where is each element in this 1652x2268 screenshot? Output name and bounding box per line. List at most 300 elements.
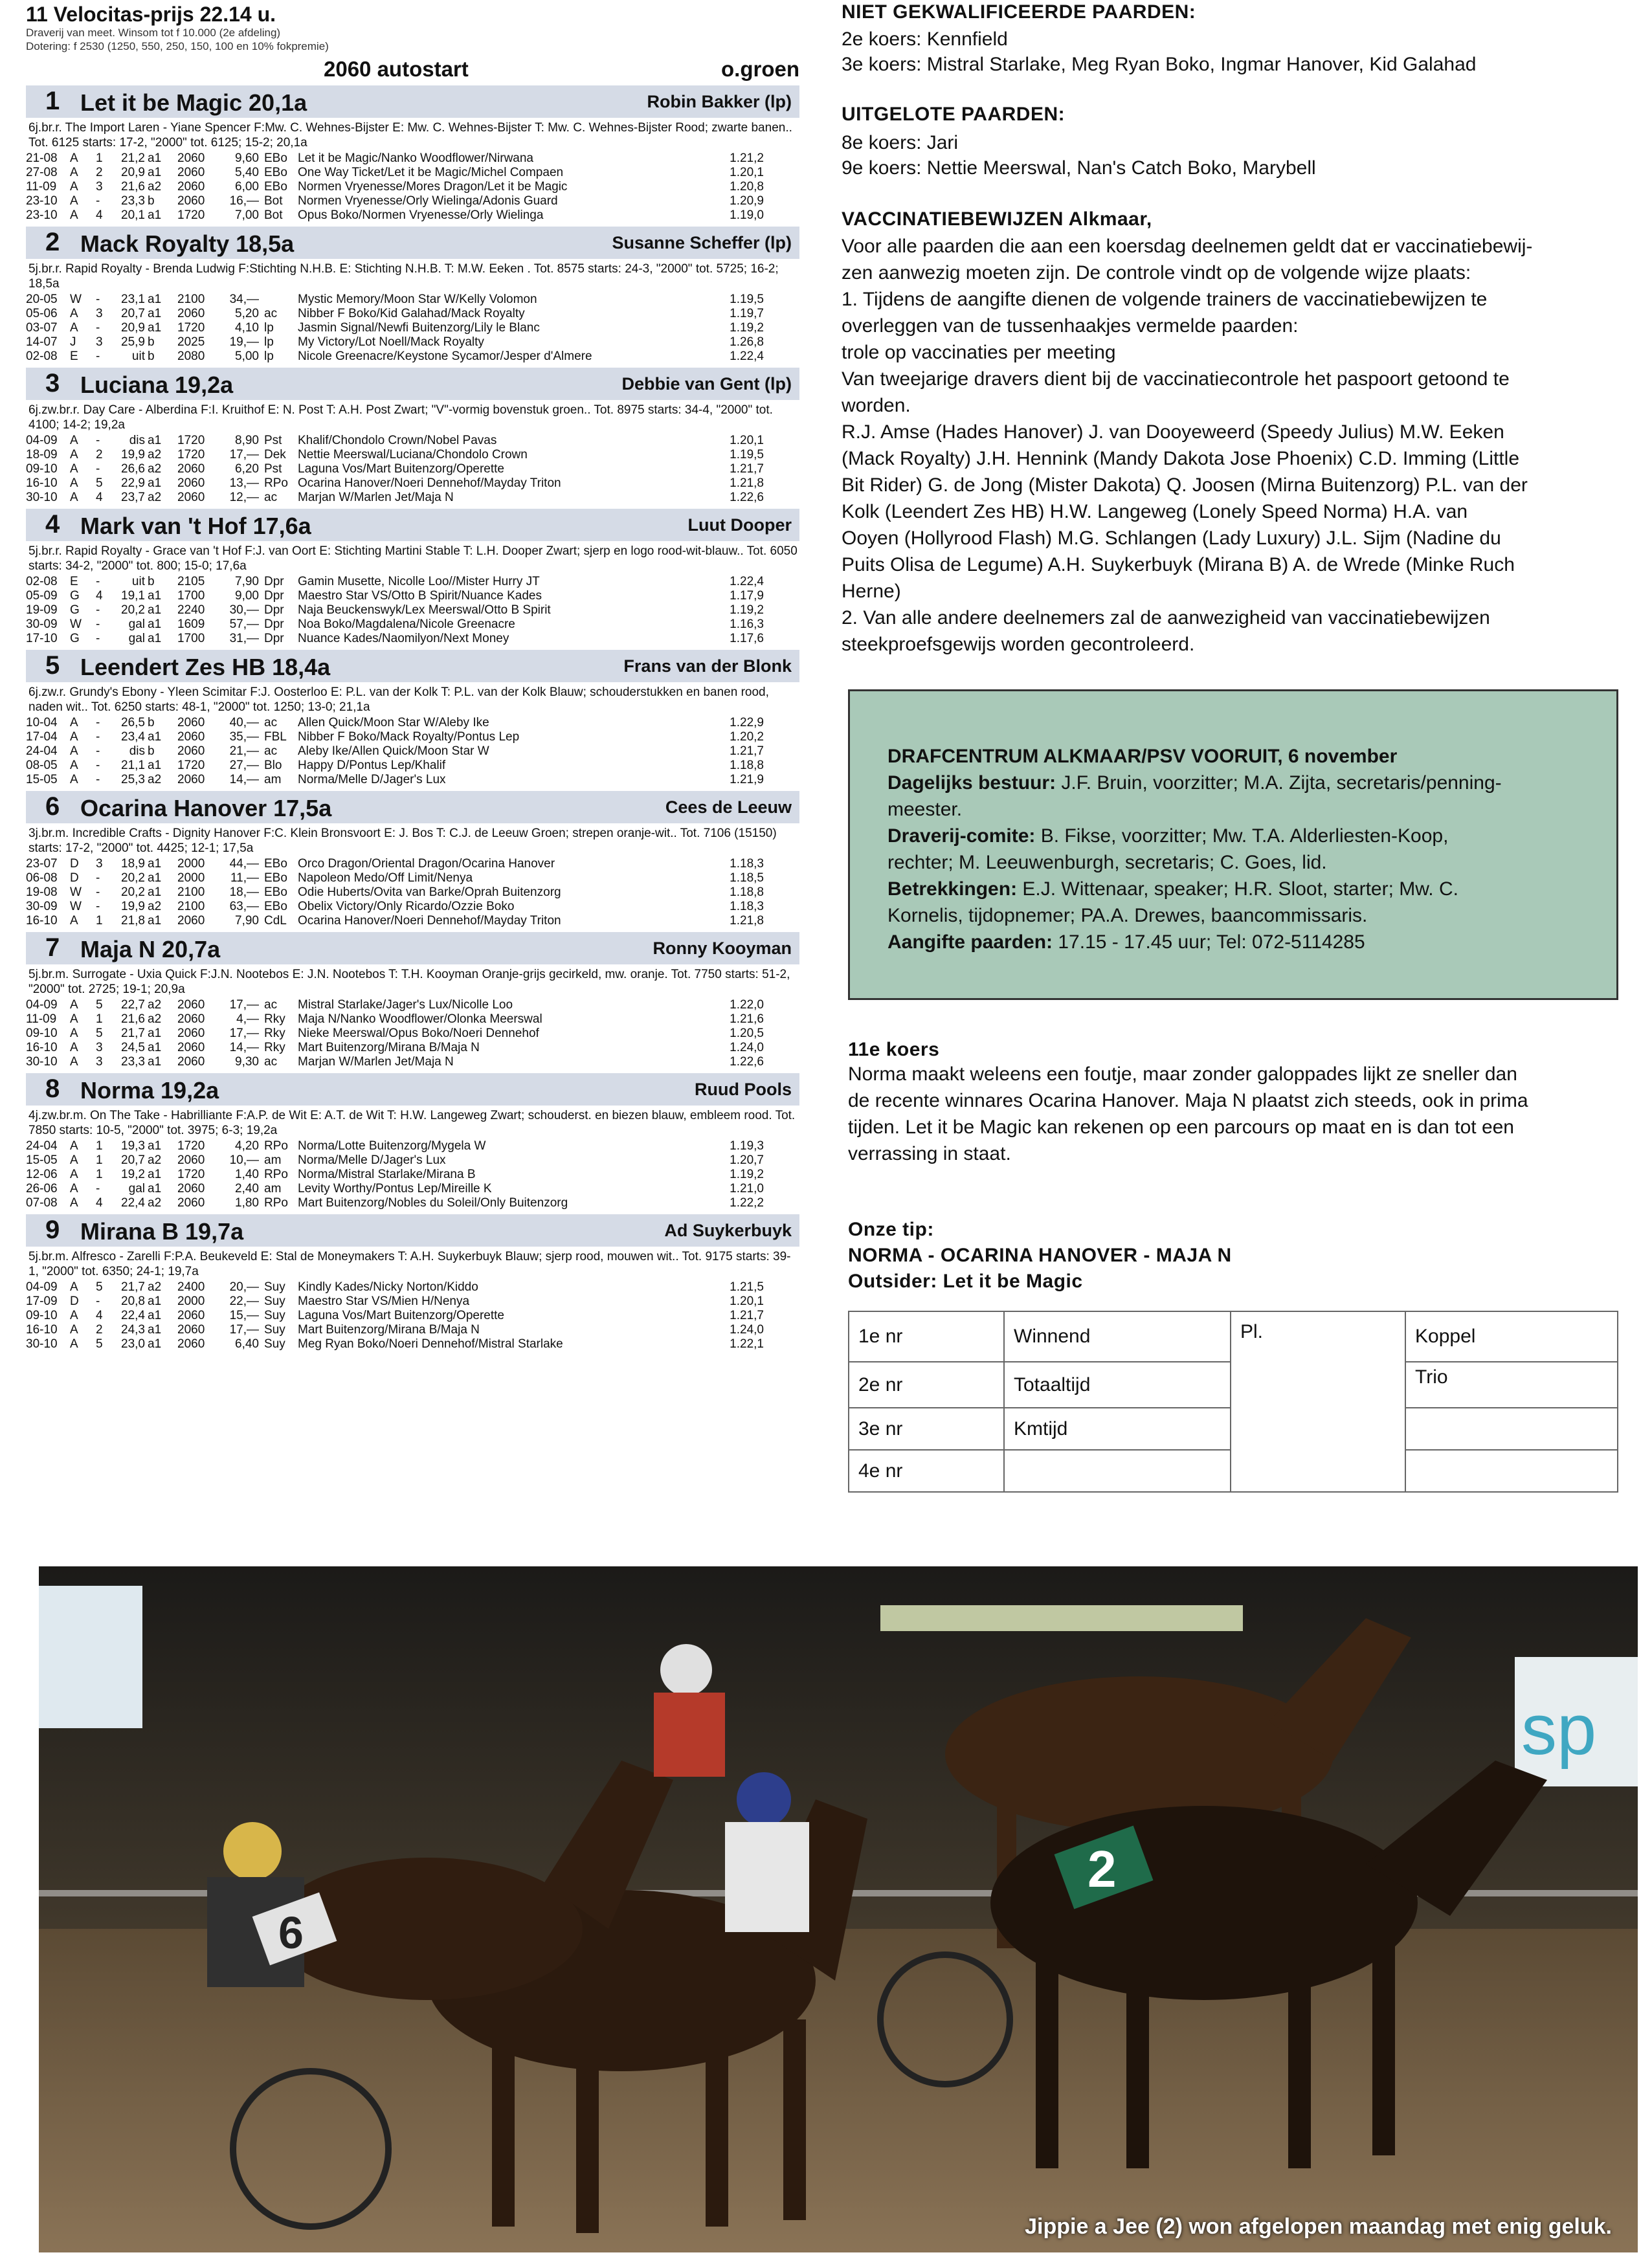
result-cell: -	[96, 434, 100, 447]
result-cell: E	[70, 350, 78, 363]
result-row	[26, 998, 764, 1012]
result-cell: 2060	[177, 166, 205, 179]
result-cell: Normen Vryenesse/Mores Dragon/Let it be Magic	[298, 180, 568, 194]
result-cell: A	[70, 1196, 78, 1210]
vacc-line: (Mack Royalty) J.H. Hennink (Mandy Dakota Jose Phoenix) C.D. Imming (Little	[842, 448, 1520, 469]
result-cell: 1.18,3	[730, 900, 764, 913]
result-cell: A	[70, 151, 78, 165]
result-cell: -	[96, 462, 100, 476]
result-cell: am	[264, 773, 282, 786]
result-cell: Let it be Magic/Nanko Woodflower/Nirwana	[298, 151, 533, 165]
result-cell: 1700	[177, 589, 205, 603]
horse-driver: Ruud Pools	[695, 1080, 792, 1099]
koppel-cell[interactable]: Koppel	[1405, 1311, 1618, 1362]
result-cell: 25,3	[121, 773, 145, 786]
result-cell: a1	[148, 871, 162, 885]
result-cell: A	[70, 1309, 78, 1322]
result-cell: RPo	[264, 1168, 288, 1181]
photo-caption: Jippie a Jee (2) won afgelopen maandag met enig geluk.	[1025, 2214, 1612, 2239]
result-cell: 13,—	[229, 476, 259, 490]
result-cell: a1	[148, 1295, 162, 1308]
result-cell: A	[70, 716, 78, 729]
result-cell: 1.18,8	[730, 885, 764, 899]
result-cell: 1	[96, 1012, 103, 1026]
result-cell: Meg Ryan Boko/Noeri Dennehof/Mistral Starlake	[298, 1337, 563, 1351]
result-cell: 2060	[177, 1337, 205, 1351]
pl-blank	[1231, 1362, 1405, 1408]
totaaltijd-cell[interactable]: Totaaltijd	[1004, 1362, 1231, 1408]
result-cell: 1.21,6	[730, 1012, 764, 1026]
horse-results	[26, 716, 764, 787]
horse-header	[26, 932, 799, 964]
result-cell: Laguna Vos/Mart Buitenzorg/Operette	[298, 462, 504, 476]
result-cell: 1.19,3	[730, 1139, 764, 1153]
result-cell: a1	[148, 632, 162, 645]
tip-picks: NORMA - OCARINA HANOVER - MAJA N	[848, 1245, 1232, 1266]
result-cell: D	[70, 871, 79, 885]
result-cell: 21,—	[229, 744, 259, 758]
result-cell: Naja Beuckenswyk/Lex Meerswal/Otto B Spirit	[298, 603, 551, 617]
result-row	[26, 180, 764, 194]
result-cell: 4	[96, 1309, 103, 1322]
preview-line: de recente winnares Ocarina Hanover. Maja N plaatst zich steeds, ook in prima	[848, 1090, 1528, 1111]
result-cell: 2060	[177, 1055, 205, 1069]
club-line-2: meester.	[887, 799, 963, 820]
result-cell: 31,—	[229, 632, 259, 645]
preview-line: verrassing in staat.	[848, 1143, 1011, 1164]
result-row	[26, 1153, 764, 1168]
result-cell: 4	[96, 491, 103, 504]
result-cell: 35,—	[229, 730, 259, 744]
result-cell: 20,9	[121, 166, 145, 179]
horse-driver: Ronny Kooyman	[653, 939, 792, 958]
horse-list	[26, 85, 799, 1351]
horse-entry	[26, 1073, 799, 1210]
result-cell: 1.22,2	[730, 1196, 764, 1210]
result-cell: 2060	[177, 462, 205, 476]
result-cell: 1	[96, 151, 103, 165]
result-row	[26, 434, 764, 448]
result-cell: 2400	[177, 1280, 205, 1294]
horse-pedigree: 3j.br.m. Incredible Crafts - Dignity Hanover F:C. Klein Bronsvoort E: J. Bos T: C.J. de Leeuw Groen; strepen oranje-wit.. Tot. 7106 (15150) starts: 17-2, "2000" tot. 4425; 12-1; 17,5a	[28, 827, 777, 855]
result-cell: 02-08	[26, 575, 58, 588]
horse-name: Mark van 't Hof 17,6a	[80, 513, 311, 539]
result-cell: a1	[148, 603, 162, 617]
uitgeloot-line-2: 9e koers: Nettie Meerswal, Nan's Catch Boko, Marybell	[842, 157, 1316, 179]
result-cell: Opus Boko/Normen Vryenesse/Orly Wielinga	[298, 208, 544, 222]
result-cell: Mystic Memory/Moon Star W/Kelly Volomon	[298, 293, 537, 306]
result-cell: 12,—	[229, 491, 259, 504]
result-cell: 1.20,5	[730, 1027, 764, 1040]
horse-header	[26, 650, 799, 682]
preview-line: tijden. Let it be Magic kan rekenen op een parcours op maat en is dan tot een	[848, 1117, 1514, 1138]
banner-text: sp	[1521, 1690, 1597, 1770]
horse-pedigree: 4j.zw.br.m. On The Take - Habrilliante F:A.P. de Wit E: A.T. de Wit T: H.W. Langeweg Zwart; schouderst. en biezen blauw, embleem rood. Tot. 7850 starts: 10-5, "2000" tot. 3975; 6-3; 19,2a	[28, 1109, 796, 1137]
club-line-1: Dagelijks bestuur: J.F. Bruin, voorzitter; M.A. Zijta, secretaris/penning-	[887, 772, 1502, 794]
result-cell: b	[148, 744, 155, 758]
result-cell: 1.21,7	[730, 462, 764, 476]
result-row	[26, 1139, 764, 1153]
result-cell: a1	[148, 434, 162, 447]
result-cell: 2	[96, 448, 103, 461]
kmtijd-cell[interactable]: Kmtijd	[1004, 1408, 1231, 1450]
result-cell: -	[96, 321, 100, 335]
result-cell: 1.19,7	[730, 307, 764, 320]
vacc-line: Voor alle paarden die aan een koersdag deelnemen geldt dat er vaccinatiebewij-	[842, 236, 1533, 257]
result-cell: b	[148, 194, 155, 208]
result-cell: 7,90	[235, 914, 259, 928]
result-cell: 1,40	[235, 1168, 259, 1181]
result-cell: 1609	[177, 617, 205, 631]
vacc-heading: VACCINATIEBEWIJZEN Alkmaar,	[842, 208, 1152, 230]
result-cell: 1.21,2	[730, 151, 764, 165]
result-cell: 11,—	[230, 871, 259, 885]
result-cell: A	[70, 1182, 78, 1195]
result-cell: 04-09	[26, 1280, 58, 1294]
result-cell: 4	[96, 208, 103, 222]
result-cell: A	[70, 998, 78, 1012]
result-row	[26, 1055, 764, 1069]
result-cell: 1.21,8	[730, 476, 764, 490]
result-cell: am	[264, 1182, 282, 1195]
result-cell: ac	[264, 744, 278, 758]
result-cell: W	[70, 885, 82, 899]
result-cell: 17,—	[229, 1323, 259, 1337]
race-color: o.groen	[721, 57, 799, 81]
result-cell: 2060	[177, 1309, 205, 1322]
result-cell: 22,7	[121, 998, 145, 1012]
result-cell: Nicole Greenacre/Keystone Sycamor/Jesper d'Almere	[298, 350, 592, 363]
horse-header	[26, 509, 799, 541]
horse-results	[26, 434, 764, 505]
result-cell: 7,00	[235, 208, 259, 222]
result-cell: 1.26,8	[730, 335, 764, 349]
result-cell: -	[96, 730, 100, 744]
horse-name: Mirana B 19,7a	[80, 1218, 244, 1245]
result-cell: 05-09	[26, 589, 58, 603]
result-cell: 21,7	[121, 1280, 145, 1294]
result-cell: A	[70, 914, 78, 928]
result-cell: 11-09	[26, 180, 57, 194]
result-cell: 40,—	[229, 716, 259, 729]
result-cell: 23,1	[121, 293, 145, 306]
pl-blank	[1231, 1408, 1405, 1450]
result-cell: E	[70, 575, 78, 588]
horse-number: 3	[45, 369, 60, 397]
result-cell: 1.20,9	[730, 194, 764, 208]
result-cell: 1.21,7	[730, 744, 764, 758]
result-cell: 24,5	[121, 1041, 145, 1054]
result-cell: 2105	[177, 575, 205, 588]
result-cell: A	[70, 462, 78, 476]
result-cell: a2	[148, 773, 162, 786]
result-cell: 09-10	[26, 462, 58, 476]
result-cell: Pst	[264, 434, 282, 447]
vacc-line: Ooyen (Hollyrood Flash) M.G. Schlangen (Lady Luxury) J.L. Sijm (Nadine du	[842, 528, 1501, 549]
result-cell: 1.19,5	[730, 293, 764, 306]
result-cell: 1.19,2	[730, 603, 764, 617]
result-cell: A	[70, 759, 78, 772]
result-cell: 6,40	[235, 1337, 259, 1351]
result-cell: EBo	[264, 166, 287, 179]
result-cell: 27,—	[229, 759, 259, 772]
result-cell: 15,—	[229, 1309, 259, 1322]
result-cell: 1.21,0	[730, 1182, 764, 1195]
horse-header	[26, 85, 799, 118]
result-cell: 17-09	[26, 1295, 58, 1308]
result-cell: 20,—	[229, 1280, 259, 1294]
result-cell: 1720	[177, 759, 205, 772]
result-cell: EBo	[264, 900, 287, 913]
result-cell: 1.17,6	[730, 632, 764, 645]
pl-cell[interactable]: Pl.	[1231, 1311, 1405, 1362]
result-cell: Gamin Musette, Nicolle Loo//Mister Hurry JT	[298, 575, 540, 588]
horse-number: 8	[45, 1074, 60, 1103]
result-cell: 2060	[177, 307, 205, 320]
result-row	[26, 1280, 764, 1295]
result-cell: A	[70, 730, 78, 744]
result-cell: Norma/Lotte Buitenzorg/Mygela W	[298, 1139, 486, 1153]
result-row	[26, 1337, 764, 1351]
horse-entry	[26, 368, 799, 505]
result-cell: 63,—	[229, 900, 259, 913]
result-cell: A	[70, 1012, 78, 1026]
horse-pedigree: 6j.br.r. The Import Laren - Yiane Spencer F:Mw. C. Wehnes-Bijster E: Mw. C. Wehnes-Bijster T: Mw. C. Wehnes-Bijster Rood; zwarte banen.. Tot. 6125 starts: 17-2, "2000" tot. 6125; 15-2; 20,1a	[28, 121, 792, 150]
result-cell: EBo	[264, 885, 287, 899]
horse-header	[26, 1073, 799, 1106]
winnend-cell[interactable]: Winnend	[1004, 1311, 1231, 1362]
race-distance: 2060 autostart	[324, 57, 469, 81]
horse-entry	[26, 791, 799, 928]
result-row	[26, 1196, 764, 1210]
result-cell: 20,1	[121, 208, 145, 222]
vacc-line: 2. Van alle andere deelnemers zal de aanwezigheid van vaccinatiebewijzen	[842, 607, 1490, 628]
horse-number: 7	[45, 933, 60, 962]
result-cell: Dpr	[264, 603, 284, 617]
niet-line-2: 3e koers: Mistral Starlake, Meg Ryan Boko, Ingmar Hanover, Kid Galahad	[842, 54, 1477, 75]
result-row	[26, 759, 764, 773]
horse-pedigree: 5j.br.r. Rapid Royalty - Grace van 't Hof F:J. van Oort E: Stichting Martini Stable T: L.H. Dooper Zwart; sjerp en logo rood-wit-blauw.. Tot. 6050 starts: 34-2, "2000" tot. 800; 15-0; 17,6a	[28, 544, 798, 573]
result-cell: A	[70, 773, 78, 786]
result-cell: Rky	[264, 1027, 285, 1040]
horse-driver: Ad Suykerbuyk	[664, 1221, 792, 1240]
result-cell: 09-10	[26, 1309, 58, 1322]
race-photo	[39, 1566, 1638, 2252]
result-cell: 20,7	[121, 1153, 145, 1167]
result-cell: 2060	[177, 491, 205, 504]
result-cell: G	[70, 589, 80, 603]
horse-number: 5	[45, 651, 60, 680]
uitgeloot-line-1: 8e koers: Jari	[842, 132, 959, 153]
trio-cell[interactable]: Trio	[1405, 1362, 1618, 1408]
empty-cell[interactable]	[1004, 1450, 1231, 1492]
betting-form	[848, 1311, 1618, 1493]
vacc-line: overleggen van de tussenhaakjes vermelde paarden:	[842, 315, 1299, 337]
result-cell: 1720	[177, 448, 205, 461]
result-cell: 16-10	[26, 1323, 58, 1337]
result-row	[26, 1027, 764, 1041]
result-cell: 23,3	[121, 1055, 145, 1069]
result-cell: A	[70, 1280, 78, 1294]
vacc-line: Puits Olisa de Legume) A.H. Suykerbuyk (Mirana B) A. de Wrede (Minke Ruch	[842, 554, 1515, 575]
result-cell: a2	[148, 180, 162, 194]
result-cell: 22,4	[121, 1309, 145, 1322]
result-row	[26, 462, 764, 476]
result-cell: 1,80	[235, 1196, 259, 1210]
result-cell: Nuance Kades/Naomilyon/Next Money	[298, 632, 509, 645]
result-cell: 2100	[177, 885, 205, 899]
result-cell: 16-10	[26, 1041, 58, 1054]
result-cell: 02-08	[26, 350, 58, 363]
result-cell: 23,7	[121, 491, 145, 504]
result-cell: 23,4	[121, 730, 145, 744]
vacc-line: zen aanwezig moeten zijn. De controle vindt op de volgende wijze plaats:	[842, 262, 1471, 284]
result-cell: 2060	[177, 744, 205, 758]
result-cell: a1	[148, 1337, 162, 1351]
result-row	[26, 871, 764, 885]
result-cell: 30-10	[26, 1337, 58, 1351]
result-cell: A	[70, 1337, 78, 1351]
result-cell: 22,—	[229, 1295, 259, 1308]
horse-number: 4	[45, 510, 60, 539]
race-title: 11 Velocitas-prijs 22.14 u.	[26, 3, 276, 26]
result-cell: 3	[96, 180, 103, 194]
result-cell: 2025	[177, 335, 205, 349]
race-conditions: Draverij van meet. Winsom tot f 10.000 (2e afdeling)	[26, 27, 281, 39]
preview-body	[848, 1061, 1625, 1167]
result-cell: Nieke Meerswal/Opus Boko/Noeri Dennehof	[298, 1027, 539, 1040]
result-cell: a1	[148, 208, 162, 222]
result-cell: 25,9	[121, 335, 145, 349]
result-cell: lp	[264, 350, 274, 363]
result-cell: 1.20,1	[730, 434, 764, 447]
result-cell: a2	[148, 1153, 162, 1167]
result-cell: a1	[148, 1055, 162, 1069]
result-cell: A	[70, 1168, 78, 1181]
result-cell: A	[70, 744, 78, 758]
result-cell: 03-07	[26, 321, 58, 335]
result-cell: Suy	[264, 1280, 285, 1294]
result-row	[26, 730, 764, 744]
result-cell: EBo	[264, 871, 287, 885]
result-row	[26, 575, 764, 589]
result-cell: 06-08	[26, 871, 58, 885]
result-cell: -	[96, 575, 100, 588]
horse-number: 2	[45, 228, 60, 256]
result-row	[26, 293, 764, 307]
result-cell: 14,—	[229, 1041, 259, 1054]
result-cell: a1	[148, 885, 162, 899]
result-row	[26, 857, 764, 871]
result-cell: Noa Boko/Magdalena/Nicole Greenacre	[298, 617, 515, 631]
result-cell: 05-06	[26, 307, 58, 320]
result-row	[26, 589, 764, 603]
result-row	[26, 632, 764, 646]
preview-heading: 11e koers	[848, 1039, 940, 1060]
result-cell: Suy	[264, 1337, 285, 1351]
result-row	[26, 744, 764, 759]
result-cell: 19,1	[121, 589, 145, 603]
result-cell: W	[70, 617, 82, 631]
horse-name: Ocarina Hanover 17,5a	[80, 795, 332, 821]
vacc-line: 1. Tijdens de aangifte dienen de volgende trainers de vaccinatiebewijzen te	[842, 289, 1488, 310]
result-cell: W	[70, 900, 82, 913]
result-cell: A	[70, 476, 78, 490]
result-cell: 21-08	[26, 151, 58, 165]
result-cell: 4	[96, 589, 103, 603]
result-cell: ac	[264, 307, 278, 320]
result-cell: 14,—	[229, 773, 259, 786]
result-cell: lp	[264, 335, 274, 349]
result-cell: A	[70, 1027, 78, 1040]
result-cell: 04-09	[26, 434, 58, 447]
result-cell: 1.18,3	[730, 857, 764, 871]
result-cell: -	[96, 885, 100, 899]
result-row	[26, 1012, 764, 1027]
result-cell: 19,9	[121, 900, 145, 913]
result-cell: 3	[96, 1055, 103, 1069]
result-cell: 1.20,8	[730, 180, 764, 194]
result-cell: a1	[148, 617, 162, 631]
nr-4: 4e nr	[849, 1450, 1004, 1492]
result-cell: 2080	[177, 350, 205, 363]
result-cell: 1	[96, 1153, 103, 1167]
result-cell: 2060	[177, 998, 205, 1012]
result-cell: lp	[264, 321, 274, 335]
result-cell: Suy	[264, 1295, 285, 1308]
result-cell: 2060	[177, 1153, 205, 1167]
result-cell: RPo	[264, 476, 288, 490]
result-cell: 23-07	[26, 857, 58, 871]
horse-results	[26, 293, 764, 364]
result-cell: a2	[148, 448, 162, 461]
horse-results	[26, 998, 764, 1069]
empty-cell[interactable]	[1405, 1450, 1618, 1492]
result-cell: 07-08	[26, 1196, 58, 1210]
result-cell: a2	[148, 1012, 162, 1026]
result-cell: a1	[148, 914, 162, 928]
result-cell: a1	[148, 1168, 162, 1181]
result-cell: a1	[148, 1309, 162, 1322]
nr-1: 1e nr	[849, 1311, 1004, 1362]
result-cell: 30-09	[26, 617, 58, 631]
result-cell: Kindly Kades/Nicky Norton/Kiddo	[298, 1280, 478, 1294]
horse-pedigree: 6j.zw.br.r. Day Care - Alberdina F:I. Kruithof E: N. Post T: A.H. Post Zwart; "V"-vormig bovenstuk groen.. Tot. 8975 starts: 34-4, "2000" tot. 4100; 14-2; 19,2a	[28, 403, 773, 432]
result-cell: 1.20,7	[730, 1153, 764, 1167]
result-row	[26, 166, 764, 180]
result-cell: b	[148, 335, 155, 349]
result-cell: a1	[148, 1139, 162, 1153]
result-cell: 20-05	[26, 293, 58, 306]
result-cell: Dek	[264, 448, 286, 461]
result-cell: -	[96, 632, 100, 645]
result-cell: Norma/Mistral Starlake/Mirana B	[298, 1168, 476, 1181]
result-cell: Jasmin Signal/Newfi Buitenzorg/Lily le Blanc	[298, 321, 540, 335]
horse-driver: Debbie van Gent (lp)	[621, 374, 792, 394]
result-cell: 1.16,3	[730, 617, 764, 631]
result-cell: 1.19,5	[730, 448, 764, 461]
result-cell: My Victory/Lot Noell/Mack Royalty	[298, 335, 484, 349]
result-row	[26, 335, 764, 350]
result-cell: 2060	[177, 914, 205, 928]
result-cell: 1.19,2	[730, 321, 764, 335]
result-cell: Nibber F Boko/Mack Royalty/Pontus Lep	[298, 730, 520, 744]
empty-cell[interactable]	[1405, 1408, 1618, 1450]
result-cell: 19,2	[121, 1168, 145, 1181]
result-cell: G	[70, 632, 80, 645]
result-cell: Normen Vryenesse/Orly Wielinga/Adonis Guard	[298, 194, 558, 208]
result-cell: 08-05	[26, 759, 58, 772]
